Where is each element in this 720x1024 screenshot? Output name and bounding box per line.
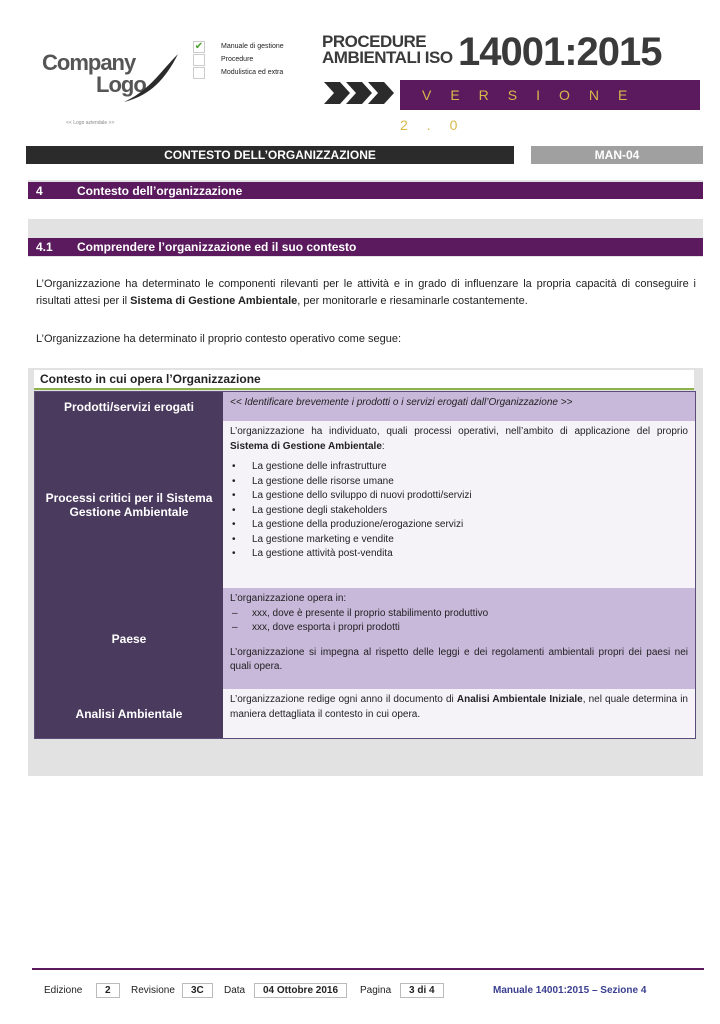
- empty-checkbox-icon: [193, 54, 205, 66]
- process-list: [230, 460, 688, 562]
- table-title: Contesto in cui opera l’Organizzazione: [34, 370, 694, 390]
- row-value: [223, 421, 695, 588]
- footer-revisione: 3C: [182, 985, 213, 996]
- checklist-item: Modulistica ed extra: [193, 66, 284, 79]
- footer-data-label: Data: [224, 985, 246, 996]
- table-row: [35, 392, 695, 421]
- checklist-item: ✔ Manuale di gestione: [194, 40, 284, 52]
- list-item: – xxx, dove esporta i propri prodotti: [230, 621, 688, 636]
- footer-divider: [32, 968, 704, 970]
- list-item: • La gestione delle infrastrutture: [230, 460, 688, 475]
- list-item: • La gestione attività post-vendita: [230, 547, 688, 562]
- list-item: • La gestione dello sviluppo di nuovi prodotti/servizi: [230, 489, 688, 504]
- checklist-item: Procedure: [193, 53, 284, 66]
- list-item: • La gestione delle risorse umane: [230, 475, 688, 490]
- list-item: • La gestione degli stakeholders: [230, 504, 688, 519]
- paragraph-1: L’Organizzazione ha determinato le componenti rilevanti per le attività e in grado di influenzare la propria capacità di conseguire i risultati attesi per il Sistema di Gestione Ambientale, per monitorarle e riesaminarle costantemente.: [36, 278, 696, 307]
- footer-revisione-label: Revisione: [131, 985, 175, 996]
- row-label: Prodotti/servizi erogati: [35, 392, 223, 421]
- product-number: 14001:2015: [458, 30, 662, 74]
- footer-data: 04 Ottobre 2016: [254, 985, 347, 996]
- list-item: – xxx, dove è presente il proprio stabilimento produttivo: [230, 607, 688, 622]
- row-label: Analisi Ambientale: [35, 689, 223, 738]
- footer-pagina: 3 di 4: [400, 985, 444, 996]
- table-row: [35, 588, 695, 689]
- row-value: L’organizzazione opera in: – xxx, dove è presente il proprio stabilimento produttivo – xxx, dove esporta i propri prodotti L’organizzazione si impegna al rispetto delle leggi e dei regolamenti ambientali propri dei paesi nei quali opera.: [223, 588, 695, 689]
- section-heading-4: 4 Contesto dell’organizzazione: [28, 182, 703, 200]
- logo-caption: << Logo aziendale >>: [66, 120, 115, 126]
- check-icon: ✔: [194, 40, 204, 52]
- section-heading-4-1: 4.1 Comprendere l’organizzazione ed il suo contesto: [28, 238, 703, 256]
- chevrons-icon: [320, 78, 408, 108]
- version-band: VERSIONE 2.0: [400, 80, 700, 110]
- row-intro: L’organizzazione ha individuato, quali processi operativi, nell’ambito di applicazione del proprio Sistema di Gestione Ambientale:: [230, 426, 688, 452]
- row-label: Paese: [35, 588, 223, 689]
- empty-checkbox-icon: [193, 67, 205, 79]
- row-value: << Identificare brevemente i prodotti o i servizi erogati dall’Organizzazione >>: [223, 392, 695, 421]
- paragraph-2: L’Organizzazione ha determinato il proprio contesto operativo come segue:: [36, 333, 402, 345]
- footer-edizione-label: Edizione: [44, 985, 83, 996]
- document-code: MAN-04: [531, 146, 703, 164]
- table-row: [35, 689, 695, 738]
- list-item: • La gestione della produzione/erogazione servizi: [230, 518, 688, 533]
- row-value: L’organizzazione redige ogni anno il documento di Analisi Ambientale Iniziale, nel quale determina in maniera dettagliata il contesto in cui opera.: [223, 689, 695, 738]
- list-item: • La gestione marketing e vendite: [230, 533, 688, 548]
- context-table: [34, 391, 696, 739]
- footer-edizione: 2: [96, 985, 120, 996]
- row-label: Processi critici per il Sistema Gestione Ambientale: [35, 421, 223, 588]
- section-spacer: [28, 199, 703, 219]
- footer-pagina-label: Pagina: [360, 985, 392, 996]
- product-title: PROCEDURE AMBIENTALI ISO: [322, 32, 453, 67]
- table-row: [35, 421, 695, 588]
- company-logo-text-2: Logo: [96, 72, 146, 97]
- footer-manual: Manuale 14001:2015 – Sezione 4: [493, 985, 647, 996]
- logo-swoosh-icon: [120, 52, 180, 104]
- document-title: CONTESTO DELL’ORGANIZZAZIONE: [26, 146, 514, 164]
- document-type-checklist: [193, 40, 284, 79]
- company-logo-text: Company: [42, 50, 136, 75]
- section-body: [28, 257, 703, 368]
